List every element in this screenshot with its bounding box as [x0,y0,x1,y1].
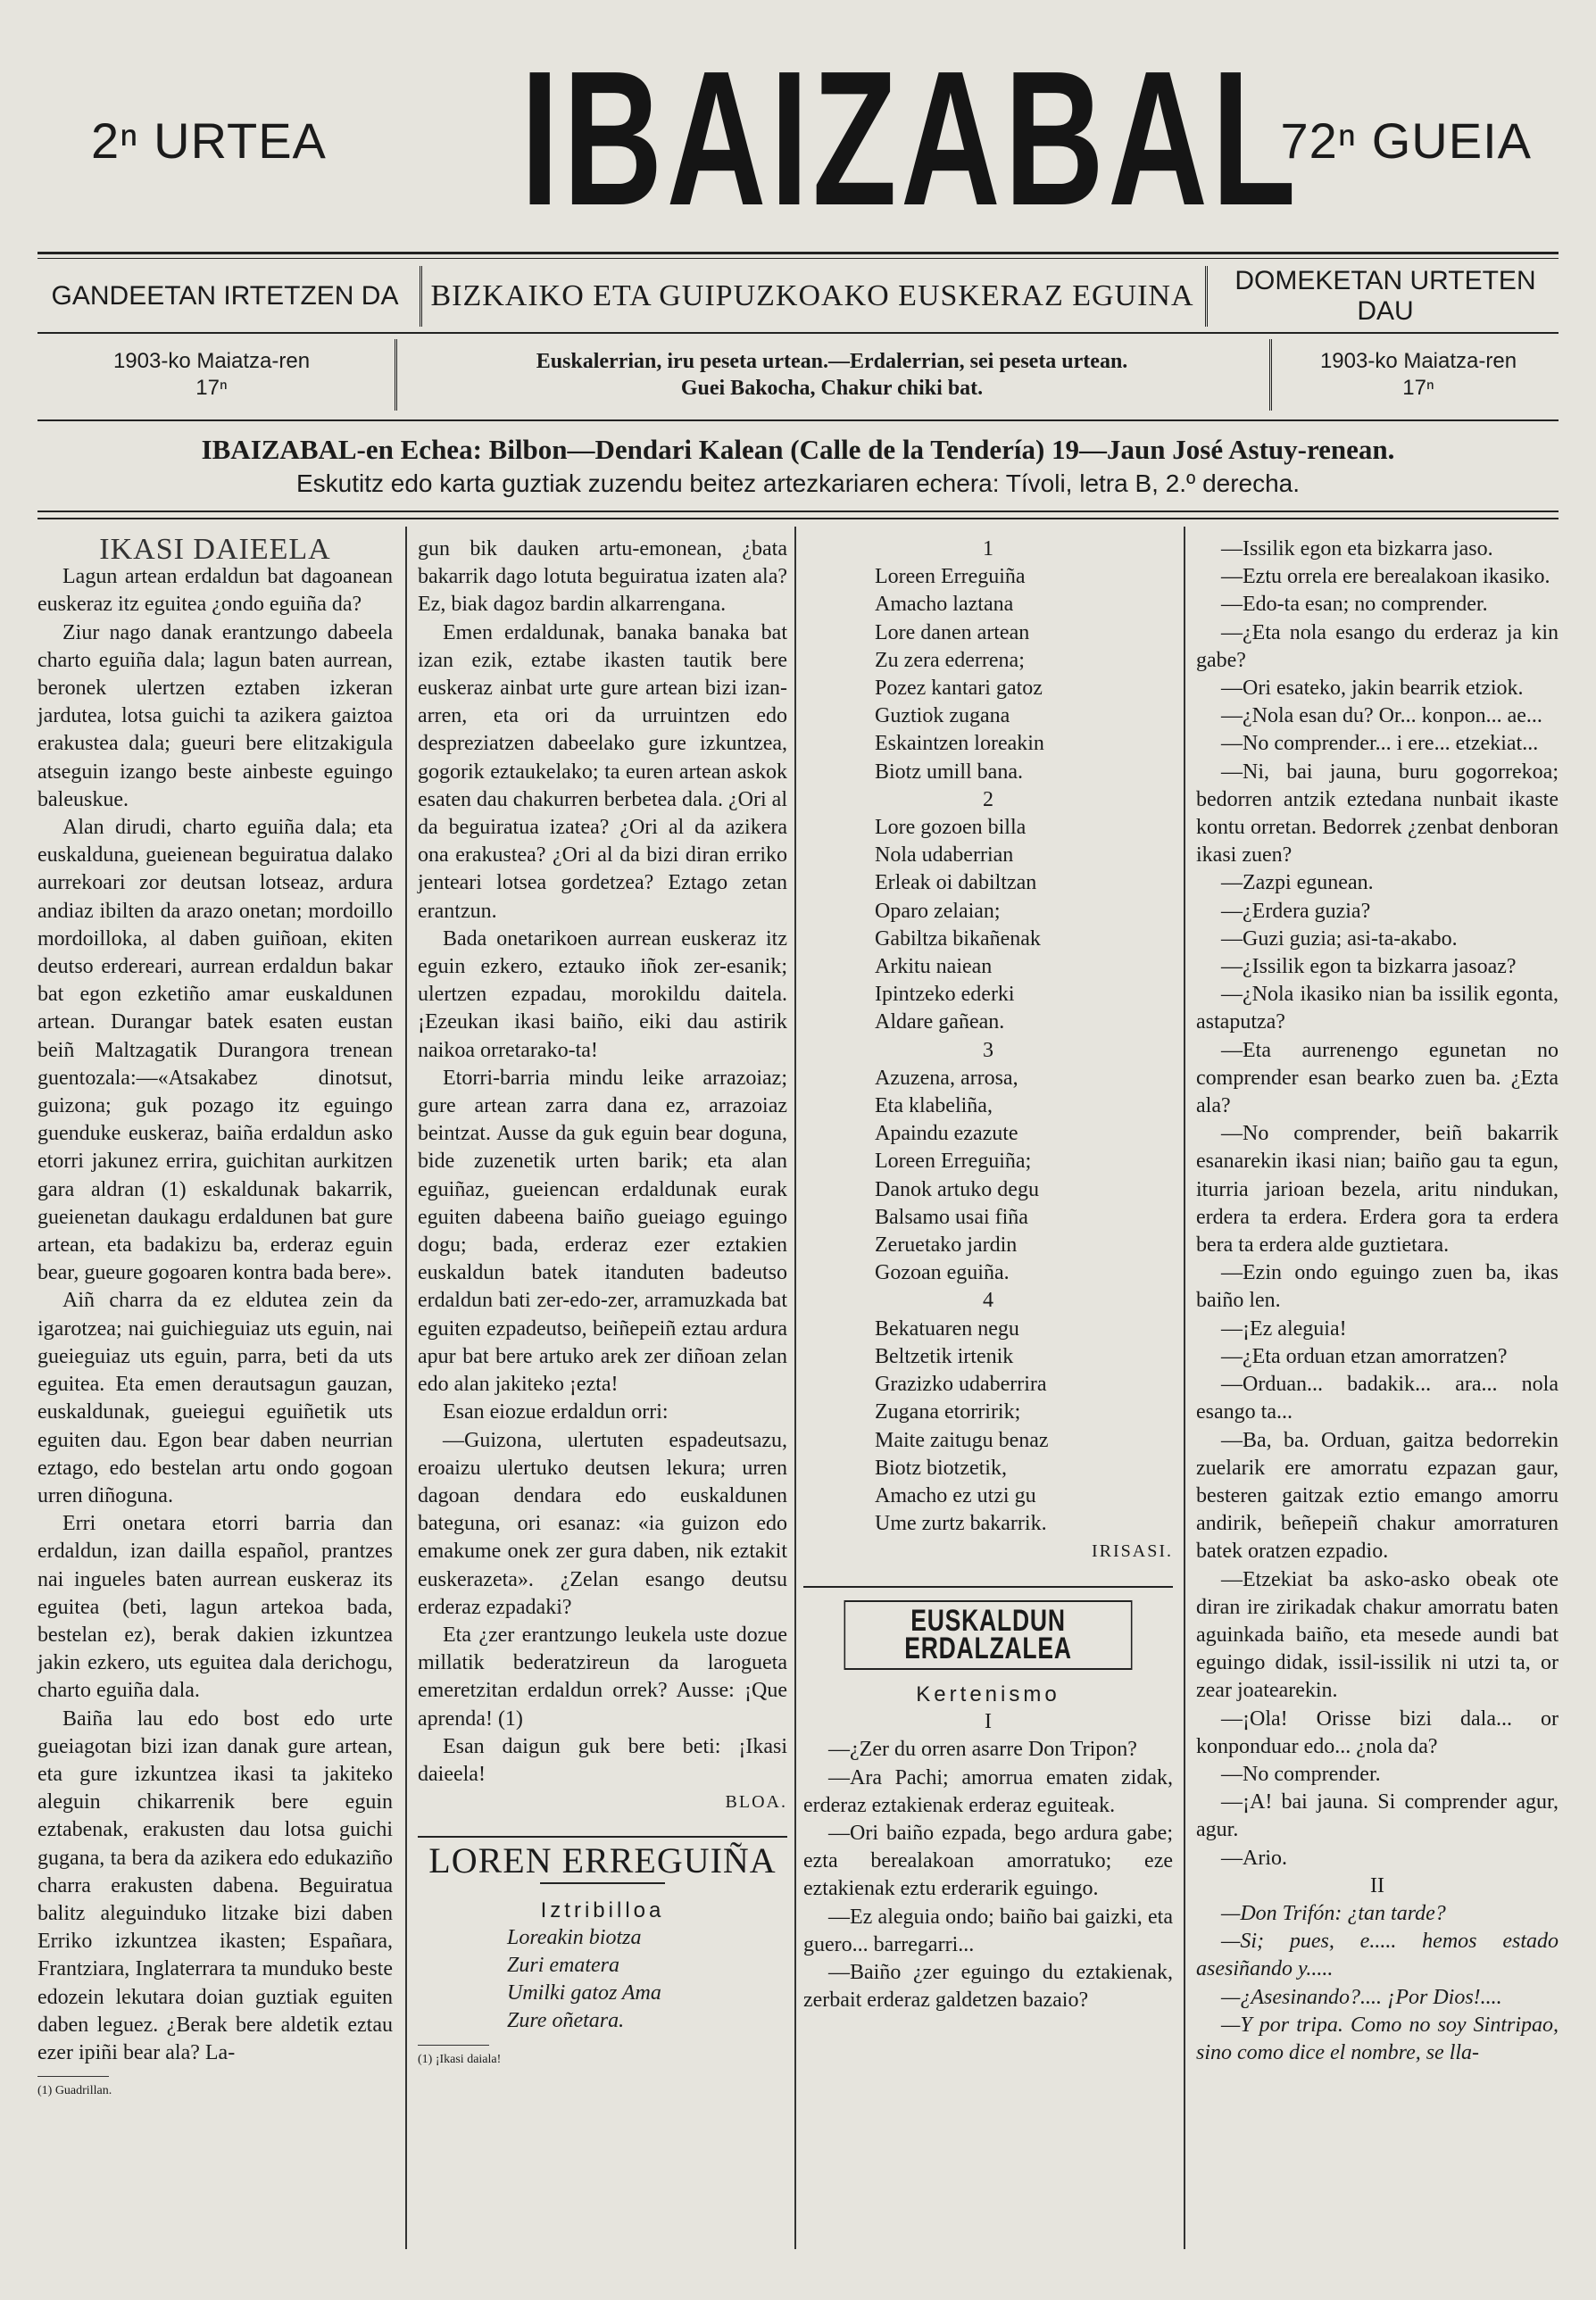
poem-line: Zugana etorririk; [875,1400,1021,1424]
dialogue-line: —Ario. [1221,1846,1287,1870]
poem-line: Beltzetik irtenik [875,1344,1014,1368]
dialogue-line: —No comprender. [1221,1762,1381,1786]
stanza-number: 1 [983,537,993,560]
article-paragraph: Erri onetara etorri barria dan erdaldun, izan dailla español, prantzes nai ingueles baten aurrean euskeraz its eguitea (beti, lagun artekoa bada, bestelan ez), berak dakien izkuntzea jakin ezkero, uts eguitea dala derichogu, charto eguiña dala. [37,1512,393,1703]
column-2 [418,536,787,2073]
dialogue-line: —Edo-ta esan; no comprender. [1221,593,1488,617]
article-paragraph: Lagun artean erdaldun bat dagoanean euskeraz itz eguitea ¿ondo eguiña da? [37,565,393,617]
article-paragraph: Baiña lau edo bost edo urte gueiagotan bizi izan danak gure artean, eta gure izkuntzea ikasi ta jakiteko aleguin chikarrenik bere eguin eztabenak, erakusten dau lotsa guichi gugana, ta bera da azikera edo edukaziño charra erakusten dabena. Beguiratua balitz aleguinduko litzake bizi daben Erriko izkuntzea ikasten; Españara, Frantziara, Inglaterrara ta munduko beste edozein lekutara doian guztiak eguiten daben leguez. ¿Berak bere aldetik eztau ezer ipiñi bear ala? La- [37,1706,393,2064]
masthead [36,30,1560,250]
year-label: 2ⁿ URTEA [91,112,327,169]
heading-underline [540,1882,665,1884]
article-paragraph: Aiñ charra da ez eldutea zein da igarotzea; nai guichieguiaz uts eguin, nai gueieguiaz uts eguin, parra, beti da uts eguitea. Eta emen derautsagun gauzan, euskaldunak, gueiegui eguiñetik uts eguiten dau. Egon bear daben neurrian eztago, edo bestelan artu ondo gogoan urren diñoguna. [37,1289,393,1507]
date-left [37,339,386,411]
dialogue-line: —Etzekiat ba asko-asko obeak ote diran ire zirikadak chakur amorratu baten aguinkada baiño, eta mesede aundi bat eguingo didak, issil-issilik ni utzi ta, or zear joatearekin. [1196,1567,1559,1703]
issue-label: 72ⁿ GUEIA [1280,112,1532,169]
dialogue-line: —Ez aleguia ondo; baiño bai gaizki, eta guero... barregarri... [803,1905,1173,1956]
stanza-number: 2 [983,787,993,811]
dialogue-line: —Eztu orrela ere berealakoan ikasiko. [1221,565,1550,589]
dialogue-line: —¡Ez aleguia! [1221,1316,1347,1341]
newspaper-title: IBAIZABAL [520,30,1301,245]
address-line-2: Eskutitz edo karta guztiak zuzendu beitez artezkariaren echera: Tívoli, letra B, 2.º derecha. [295,469,1301,497]
dialogue-line: —Don Trifón: ¿tan tarde? [1221,1901,1446,1925]
poem-line: Ume zurtz bakarrik. [875,1512,1047,1536]
divider [1269,339,1272,411]
poem-line: Biotz umill bana. [875,760,1023,784]
article-separator [803,1586,1173,1588]
stanza-number: 4 [983,1289,993,1313]
article-paragraph: Bada onetarikoen aurrean euskeraz itz eguin ezkero, eztauko iñok zer-esanik; ulertzen ezpadau, morokildu daitela. ¡Ezeukan ikasi baiño, eiki dau astirik naikoa orretarako-ta! [418,926,787,1062]
poem-line: Eta klabeliña, [875,1094,993,1118]
info-band-1 [37,266,1559,327]
dialogue-line: —Guzi guzia; asi-ta-akabo. [1221,926,1458,951]
column-3 [803,536,1173,2014]
date-left-day: 17ⁿ [195,376,228,400]
poem-line: Gozoan eguiña. [875,1261,1010,1285]
poem-line: Oparo zelaian; [875,899,1001,923]
dialogue-line: —¿Issilik egon ta bizkarra jasoaz? [1221,955,1517,979]
article-paragraph: Esan daigun guk bere beti: ¡Ikasi daieela! [418,1734,787,1786]
dialogue-line: —¡A! bai jauna. Si comprender agur, agur. [1196,1790,1559,1842]
poem-line: Zure oñetara. [507,2009,625,2033]
article-heading-euskaldun: EUSKALDUN ERDALZALEA [844,1600,1133,1670]
address-block [37,433,1559,501]
poem-line: Loreakin biotza [507,1925,642,1949]
dialogue-line: —Orduan... badakik... ara... nola esango ta... [1196,1373,1559,1424]
dialogue-line: —Zazpi egunean. [1221,871,1374,895]
divider [1205,266,1208,327]
poem-line: Grazizko udaberrira [875,1373,1047,1397]
poem-line: Pozez kantari gatoz [875,677,1043,701]
poem-line: Azuzena, arrosa, [875,1066,1018,1090]
footnote: (1) ¡Ikasi daiala! [418,2052,502,2066]
poem-line: Lore danen artean [875,620,1030,644]
band-rule [37,332,1559,334]
publication-day-right: DOMEKETAN URTETEN DAU [1234,266,1536,326]
address-line-1: IBAIZABAL-en Echea: Bilbon—Dendari Kalean (Calle de la Tendería) 19—Jaun José Astuy-renean. [201,434,1395,465]
article-paragraph: Etorri-barria mindu leike arrazoiaz; gure artean zarra dana ez, arrazoiaz beintzat. Ausse da guk eguin bear doguna, bide zuzenetik urten barik; eta alan eguiñaz, gueiencan erdaldunak eurak eguiten dabeena baiño gueiago eguingo dogu; bada, erderaz ezer eztakien euskaldun batek itanduten badeutso erdaldun bati zer-edo-zer, arramuzkada bat eguiten ezpadeutso, beiñepeiñ eztau ardura apur bat bere artuko arek zer diñoan zelan edo alan jakiteko ¡ezta! [418,1066,787,1397]
divider [420,266,422,327]
column-1 [37,533,393,2105]
poem-line: Danok artuko degu [875,1177,1039,1201]
article-paragraph: Eta ¿zer erantzungo leukela uste dozue millatik bederatzireun da larogueta emeretzitan erdaldun orrek? Ausse: ¡Que aprenda! (1) [418,1623,787,1731]
poem-line: Maite zaitugu benaz [875,1428,1049,1452]
dialogue-line: —Si; pues, e..... hemos estado asesiñando y..... [1196,1930,1559,1981]
article-paragraph: Emen erdaldunak, banaka banaka bat izan ezik, eztabe ikasten tautik bere euskeraz ainbat urte gure artean bizi izan-arren, eta ori da urruintzen edo despreziatzen dabeelako gure izkuntzea, gogorik eztaukelako; ta euren artean askok esaten dau chakurren berbetea dala. ¿Ori al da beguiratua izatea? ¿Ori al da azikera ona erakustea? ¿Ori al da bizi diran erriko jenteari lotsea gordetzea? Eztago zetan erantzun. [418,620,787,923]
poem-line: Amacho laztana [875,593,1014,617]
dialogue-line: —¿Eta nola esango du erderaz ja kin gabe? [1196,620,1559,672]
date-right-day: 17ⁿ [1402,376,1434,400]
poem-line: Zeruetako jardin [875,1233,1018,1258]
column-divider [405,527,407,2249]
article-paragraph: Esan eiozue erdaldun orri: [443,1400,669,1424]
dialogue-line: —¡Ola! Orisse bizi dala... or konponduar edo... ¿nola da? [1196,1706,1559,1758]
dialogue-line: —Y por tripa. Como no soy Sintripao, sino como dice el nombre, se lla- [1196,2013,1559,2064]
poem-line: Bekatuaren negu [875,1316,1019,1341]
dialogue-line: —¿Nola ikasiko nian ba issilik egonta, astaputza? [1196,983,1559,1034]
publication-day-left: GANDEETAN IRTETZEN DA [51,281,399,311]
dialogue-line: —¿Asesinando?.... ¡Por Dios!.... [1221,1985,1502,2009]
signature-irisasi: IRISASI. [1091,1541,1173,1562]
date-left-text: 1903-ko Maiatza-ren [112,349,311,373]
dialogue-line: —Ni, bai jauna, buru gogorrekoa; bedorren antzik eztedana nunbait ikaste kontu orretan. Bedorrek ¿zenbat denboran ikasi zuen? [1196,760,1559,868]
poem-line: Lore gozoen billa [875,816,1027,840]
dialogue-line: —Issilik egon eta bizkarra jaso. [1221,537,1493,560]
poem-line: Aldare gañean. [875,1010,1005,1034]
poem-line: Zu zera ederrena; [875,648,1025,672]
subscription-prices [403,339,1260,411]
footnote: (1) Guadrillan. [37,2084,112,2098]
poem-line: Guztiok zugana [875,704,1010,728]
section-number: II [1370,1873,1384,1897]
poem-line: Zuri ematera [507,1953,619,1977]
dialogue-line: —¿Eta orduan etzan amorratzen? [1221,1344,1508,1368]
article-paragraph: Ziur nago danak erantzungo dabeela charto eguiña dala; lagun baten aurrean, beronek ulertzen eztaben izkeran jardutea, lotsa guichi ta azikera gaiztoa erakustea dala; gueuri bere elitzakigula atseguin izango bestе ainbeste eguingo baleuskue. [37,620,393,811]
stanza-number: 3 [983,1038,993,1062]
column-divider [794,527,796,2249]
poem-line: Biotz biotzetik, [875,1456,1007,1480]
poem-line: Loreen Erreguiña [875,565,1026,589]
subtitle-center: BIZKAIKO ETA GUIPUZKOAKO EUSKERAZ EGUINA [430,279,1194,312]
price-line-1: Euskalerrian, iru peseta urtean.—Erdalerrian, sei peseta urtean. [536,350,1128,373]
info-band-2 [37,339,1559,411]
poem-line: Balsamo usai fiña [875,1205,1028,1229]
article-heading-ikasi: IKASI DAIEELA [99,533,331,566]
poem-line: Loreen Erreguiña; [875,1150,1032,1174]
article-paragraph: gun bik dauken artu-emonean, ¿bata bakarrik dago lotuta beguiratua izaten ala? Ez, biak dagoz bardin alkarrengana. [418,537,787,617]
header-bottom-rule [37,511,1559,519]
dialogue-line: —No comprender, beiñ bakarrik esanarekin ikasi nian; baiño gau ta egun, iturria jarioan bezela, aritu nindukan, erdera ta erdera. Erdera gora ta erdera bera ta erdera alde guztietara. [1196,1122,1559,1258]
dialogue-line: —Ba, ba. Orduan, gaitza bedorrekin zuelarik ere amorratu ezpazan gaur, besteren gaitzak eztio emango amorru andirik, beñepeiñ chakur amorraturen batek oratzen ezpadio. [1196,1428,1559,1564]
dialogue-line: —Baiño ¿zer eguingo du eztakienak, zerbait erderaz galdetzen bazaio? [803,1960,1173,2013]
dialogue-line: —Ara Pachi; amorrua ematen zidak, erderaz eztakienak erderaz eguiteak. [803,1765,1173,1817]
article-paragraph: —Guizona, ulertuten espadeutsazu, eroaizu ulertuko deutsen lekura; urren dagoan dendara edo euskaldunen bateguna, ori esanaz: «ia guizon edo emakume onek zer gura daben, nik eztakit euskerazeta». ¿Zelan esango deutsu erderaz ezpadaki? [418,1428,787,1619]
poem-line: Ipintzeko ederki [875,983,1015,1007]
poem-line: Gabiltza bikañenak [875,926,1041,951]
dialogue-line: —Ori esateko, jakin bearrik etziok. [1221,677,1524,701]
signature-bloa: BLOA. [725,1792,787,1813]
dialogue-line: —Eta aurrenengo egunetan no comprender esan bearko zuen ba. ¿Ezta ala? [1196,1038,1559,1118]
poem-line: Apaindu ezazute [875,1122,1018,1146]
dialogue-line: —Ezin ondo eguingo zuen ba, ikas baiño len. [1196,1261,1559,1313]
article-subhead-kertenismo: Kertenismo [916,1681,1060,1706]
dialogue-line: —Ori baiño ezpada, bego ardura gabe; ezta berealakoan amorratuko; eze eztakienak eztu erderarik eguingo. [803,1821,1173,1901]
refrain-subhead: Iztribilloa [540,1897,665,1922]
poem-line: Umilki gatoz Ama [507,1981,661,2005]
dialogue-line: —¿Nola esan du? Or... konpon... ae... [1221,704,1542,728]
dialogue-line: —¿Zer du orren asarre Don Tripon? [828,1738,1137,1762]
article-paragraph: Alan dirudi, charto eguiña dala; eta euskalduna, gueienean beguiratua dalako aurrekoari zor deutsan lotseaz, ardura andiaz ibilten da arazo onetan; mordoillo mordoilloka, al daben guiñoan, ekiten deutso erdereari, aurrean erdaldun bakar bat egon ezketiño amar euskaldunen artean. Durangar batek esaten eustan beiñ Maltzagatik Durangora trenean guentozala:—«Atsakabez dinotsut, guizona; guk pozago itz eguingo guenduke euskeraz, baiña erdaldun asko etorri jakunez errira, guichitan aurkitzen gara aldran (1) eskaldunak bakarrik, gueienetan daukagu erdaldunen bat gure artean, eta badakizu ba, erderaz eguin bear, gueure gogoaren kontra bada bere». [37,816,393,1285]
dialogue-line: —No comprender... i ere... etzekiat... [1221,732,1539,756]
poem-line: Erleak oi dabiltzan [875,871,1037,895]
article-separator [418,1836,787,1838]
band-rule [37,419,1559,421]
poem-line: Eskaintzen loreakin [875,732,1044,756]
poem-line: Nola udaberrian [875,843,1014,868]
masthead-rule [37,252,1559,259]
date-right [1278,339,1559,411]
section-number: I [985,1710,992,1734]
column-divider [1184,527,1185,2249]
dialogue-line: —¿Erdera guzia? [1221,899,1371,923]
poem-line: Arkitu naiean [875,955,993,979]
article-heading-loren: LOREN ERREGUIÑA [428,1840,777,1881]
column-4 [1196,536,1559,2067]
price-line-2: Guei Bakocha, Chakur chiki bat. [680,377,984,400]
date-right-text: 1903-ko Maiatza-ren [1319,349,1517,373]
divider [395,339,397,411]
poem-line: Amacho ez utzi gu [875,1483,1036,1507]
